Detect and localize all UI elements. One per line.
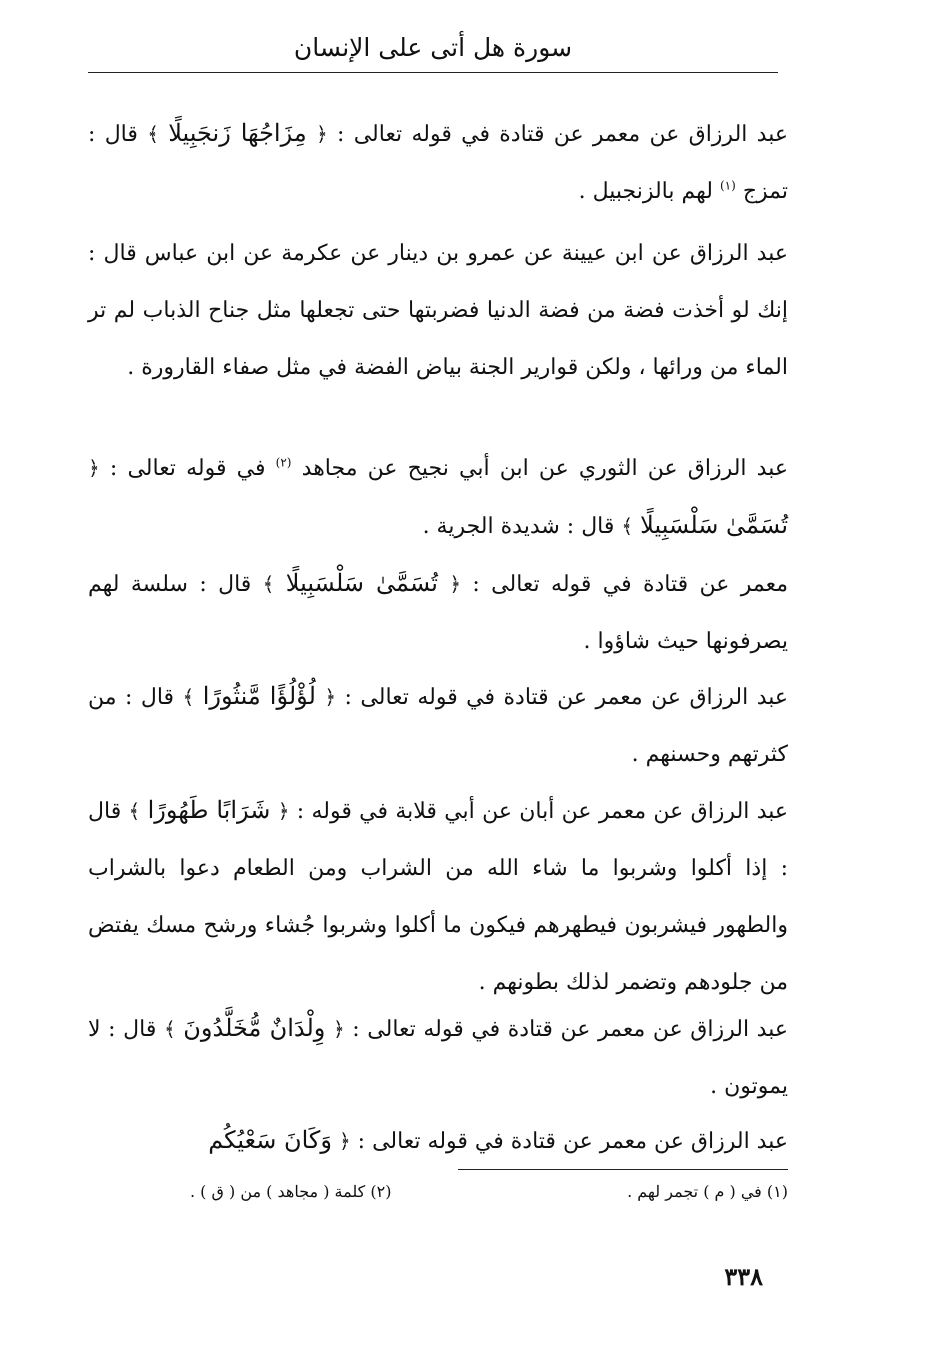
- paragraph-text: عبد الرزاق عن معمر عن أبان عن أبي قلابة في قوله :: [289, 799, 789, 824]
- paragraph-text: عبد الرزاق عن معمر عن قتادة في قوله تعالى :: [336, 685, 789, 710]
- quran-verse: وَكَانَ سَعْيُكُم: [208, 1126, 332, 1154]
- quran-open-brace: ﴿: [449, 572, 462, 596]
- paragraph-5: [88, 668, 788, 783]
- quran-close-brace: ﴾: [128, 799, 141, 823]
- quran-verse: تُسَمَّىٰ سَلْسَبِيلًا: [640, 511, 788, 539]
- paragraph-text: قال : لا يموتون .: [88, 1017, 788, 1099]
- running-header-title: سورة هل أتى على الإنسان: [293, 33, 573, 62]
- quran-verse: شَرَابًا طَهُورًا: [147, 796, 271, 824]
- footnote-reference: (٢): [275, 455, 292, 470]
- quran-open-brace: ﴿: [88, 456, 100, 480]
- paragraph-text: قال : سلسة لهم يصرفونها حيث شاؤوا .: [88, 572, 788, 654]
- page-number: ٣٣٨: [724, 1262, 763, 1291]
- paragraph-6: [88, 782, 788, 1011]
- quran-open-brace: ﴿: [315, 122, 328, 146]
- paragraph-text: قال : من كثرتهم وحسنهم .: [88, 685, 788, 767]
- quran-verse: وِلْدَانٌ مُّخَلَّدُونَ: [183, 1014, 326, 1042]
- quran-open-brace: ﴿: [338, 1129, 351, 1153]
- quran-verse: لُؤْلُؤًا مَّنثُورًا: [202, 682, 316, 710]
- quran-close-brace: ﴾: [262, 572, 275, 596]
- quran-close-brace: ﴾: [621, 514, 634, 538]
- footnote-2: (٢) كلمة ( مجاهد ) من ( ق ) .: [190, 1182, 392, 1201]
- quran-close-brace: ﴾: [182, 685, 195, 709]
- quran-close-brace: ﴾: [147, 122, 159, 146]
- paragraph-text: قال : شديدة الجرية .: [422, 514, 615, 539]
- paragraph-3: [88, 440, 788, 555]
- paragraph-text: قال : إذا أكلوا وشربوا ما شاء الله من الشراب ومن الطعام دعوا بالشراب والطهور فيشربون فيطهرهم فيكون ما أكلوا وشربوا جُشاء ورشح مسك يفتض من جلودهم وتضمر لذلك بطونهم .: [88, 799, 788, 995]
- quran-open-brace: ﴿: [332, 1017, 345, 1041]
- paragraph-1: [88, 105, 788, 220]
- header-divider: [88, 72, 778, 73]
- quran-open-brace: ﴿: [277, 799, 290, 823]
- quran-open-brace: ﴿: [324, 685, 337, 709]
- paragraph-text: عبد الرزاق عن معمر عن قتادة في قوله تعالى :: [350, 1129, 788, 1154]
- paragraph-text: معمر عن قتادة في قوله تعالى :: [461, 572, 788, 597]
- paragraph-text: في قوله تعالى :: [99, 456, 266, 481]
- paragraph-2: عبد الرزاق عن ابن عيينة عن عمرو بن دينار عن عكرمة عن ابن عباس قال : إنك لو أخذت فضة من فضة الدنيا فضربتها حتى تجعلها مثل جناح الذباب لم تر الماء من ورائها ، ولكن قوارير الجنة بياض الفضة في مثل صفاء القارورة .: [88, 241, 788, 380]
- quran-verse: تُسَمَّىٰ سَلْسَبِيلًا: [285, 569, 438, 597]
- paragraph-text: عبد الرزاق عن معمر عن قتادة في قوله تعالى :: [344, 1017, 788, 1042]
- footnote-reference: (١): [719, 178, 736, 193]
- paragraph-8: [88, 1112, 788, 1170]
- quran-close-brace: ﴾: [163, 1017, 176, 1041]
- quran-verse: مِزَاجُهَا زَنجَبِيلًا: [168, 119, 307, 147]
- paragraph-text: قال : تمزج: [88, 122, 788, 204]
- paragraph-4: [88, 555, 788, 670]
- footnote-divider: [458, 1169, 788, 1170]
- paragraph-text: عبد الرزاق عن معمر عن قتادة في قوله تعالى :: [327, 122, 788, 147]
- paragraph-text: لهم بالزنجبيل .: [578, 179, 713, 204]
- paragraph-text: عبد الرزاق عن الثوري عن ابن أبي نجيح عن مجاهد: [301, 456, 789, 481]
- footnotes: [190, 1180, 788, 1204]
- paragraph-7: [88, 1000, 788, 1115]
- footnote-1: (١) في ( م ) تجمر لهم .: [627, 1182, 788, 1201]
